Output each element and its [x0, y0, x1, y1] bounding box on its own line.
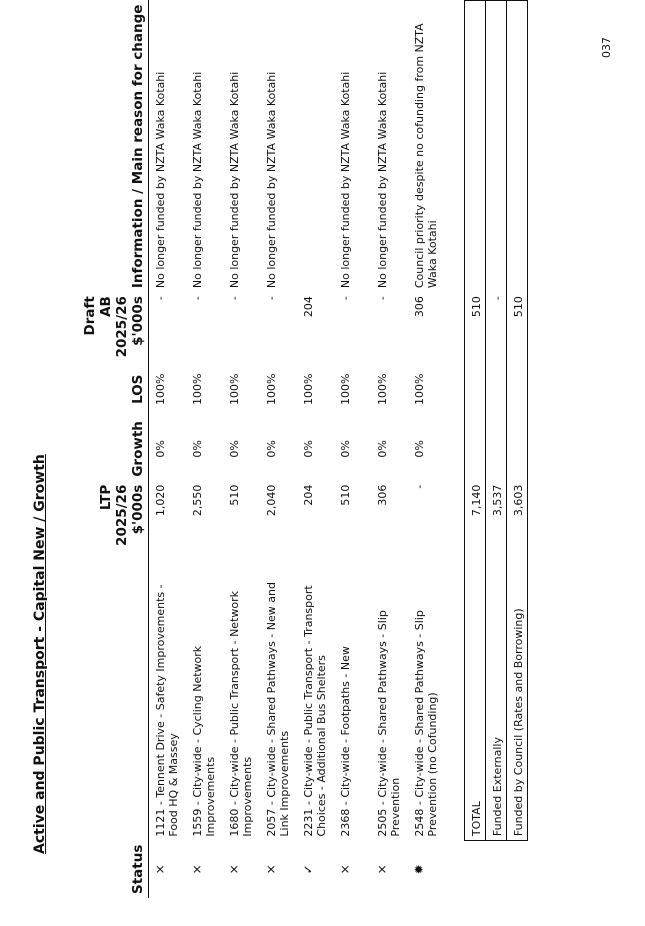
- growth-value: 0%: [228, 440, 241, 458]
- spacer-cell: [445, 564, 465, 840]
- info-text: No longer funded by NZTA Waka Kotahi: [265, 71, 278, 289]
- blank-cell: [486, 417, 507, 481]
- table-row: [371, 1, 408, 899]
- blank-cell: [486, 361, 507, 417]
- info-text: No longer funded by NZTA Waka Kotahi: [339, 71, 352, 289]
- spacer-cell: [445, 417, 465, 481]
- capital-projects-table: [82, 0, 528, 898]
- totals-row: [507, 1, 528, 899]
- los-value: 100%: [228, 373, 241, 405]
- table-row: [297, 1, 334, 899]
- totals-draft: 510: [465, 292, 486, 361]
- spacer-cell: [445, 1, 465, 293]
- ltp-value: 510: [339, 484, 352, 506]
- info-text: [297, 1, 334, 293]
- blank-cell: [465, 417, 486, 481]
- table-row: [223, 1, 260, 899]
- blank-cell: [507, 841, 528, 898]
- los-value: 100%: [154, 373, 167, 405]
- table-row: [149, 1, 187, 899]
- draft-value: -: [228, 296, 241, 301]
- page-title: Active and Public Transport - Capital New / Growth: [32, 454, 48, 854]
- project-name: 2057 - City-wide - Shared Pathways - New and Link Improvements: [265, 582, 291, 837]
- los-value: 100%: [413, 373, 426, 405]
- blank-cell: [486, 841, 507, 898]
- project-name: 2505 - City-wide - Shared Pathways - Slip Prevention: [376, 610, 402, 837]
- ltp-value: 510: [228, 484, 241, 506]
- project-name: 1559 - City-wide - Cycling Network Improvements: [191, 645, 217, 837]
- totals-row: [486, 1, 507, 899]
- table-row: [334, 1, 371, 899]
- project-header: [82, 564, 149, 840]
- los-value: 100%: [302, 373, 315, 405]
- blank-cell: [465, 841, 486, 898]
- blank-cell: [465, 1, 486, 293]
- blank-cell: [507, 361, 528, 417]
- ltp-value: 2,040: [265, 484, 278, 517]
- spacer-cell: [445, 361, 465, 417]
- los-value: 100%: [376, 373, 389, 405]
- info-header: Information / Main reason for change: [82, 1, 149, 293]
- check-icon: ✓: [301, 864, 315, 875]
- growth-value: 0%: [376, 440, 389, 458]
- cross-icon: ×: [153, 864, 167, 875]
- los-value: 100%: [191, 373, 204, 405]
- draft-value: -: [339, 296, 352, 301]
- totals-draft: -: [486, 292, 507, 361]
- ltp-value: 1,020: [154, 484, 167, 517]
- info-text: Council priority despite no cofunding from NZTA Waka Kotahi: [413, 23, 439, 289]
- totals-ltp: 3,603: [507, 481, 528, 565]
- table-row: [186, 1, 223, 899]
- draft-value: -: [191, 296, 204, 301]
- info-text: No longer funded by NZTA Waka Kotahi: [154, 71, 167, 289]
- totals-label: TOTAL: [465, 564, 486, 840]
- growth-value: 0%: [339, 440, 352, 458]
- draft-value: -: [376, 296, 389, 301]
- spacer-cell: [445, 841, 465, 898]
- totals-label: Funded by Council (Rates and Borrowing): [507, 564, 528, 840]
- cross-icon: ×: [338, 864, 352, 875]
- table-row: [260, 1, 297, 899]
- draft-value: 204: [302, 296, 315, 318]
- totals-ltp: 3,537: [486, 481, 507, 565]
- growth-value: 0%: [191, 440, 204, 458]
- totals-spacer: [445, 1, 465, 899]
- ltp-header: LTP 2025/26 $'000s: [82, 481, 149, 565]
- page-number: 037: [600, 37, 613, 58]
- cross-icon: ×: [264, 864, 278, 875]
- totals-row: [465, 1, 486, 899]
- blank-cell: [486, 1, 507, 293]
- star-icon: ✹: [412, 864, 426, 875]
- table-header-row: [82, 1, 149, 899]
- cross-icon: ×: [227, 864, 241, 875]
- growth-value: 0%: [413, 440, 426, 458]
- draft-header: Draft AB 2025/26 $'000s: [82, 292, 149, 361]
- project-name: 2231 - City-wide - Public Transport - Transport Choices - Additional Bus Shelters: [302, 585, 328, 837]
- project-name: 1680 - City-wide - Public Transport - Network Improvements: [228, 590, 254, 837]
- cross-icon: ×: [190, 864, 204, 875]
- growth-value: 0%: [302, 440, 315, 458]
- project-name: 1121 - Tennent Drive - Safety Improvements - Food HQ & Massey: [154, 584, 180, 837]
- info-text: No longer funded by NZTA Waka Kotahi: [228, 71, 241, 289]
- ltp-value: -: [413, 484, 426, 489]
- los-header: LOS: [82, 361, 149, 417]
- table-row: [408, 1, 445, 899]
- project-name: 2548 - City-wide - Shared Pathways - Slip Prevention (no Cofunding): [413, 610, 439, 837]
- totals-draft: 510: [507, 292, 528, 361]
- draft-value: -: [265, 296, 278, 301]
- totals-ltp: 7,140: [465, 481, 486, 565]
- ltp-value: 204: [302, 484, 315, 506]
- cross-icon: ×: [375, 864, 389, 875]
- los-value: 100%: [339, 373, 352, 405]
- spacer-cell: [445, 292, 465, 361]
- blank-cell: [507, 1, 528, 293]
- totals-label: Funded Externally: [486, 564, 507, 840]
- blank-cell: [507, 417, 528, 481]
- draft-value: -: [154, 296, 167, 301]
- info-text: No longer funded by NZTA Waka Kotahi: [191, 71, 204, 289]
- project-name: 2368 - City-wide - Footpaths - New: [339, 646, 352, 837]
- info-text: No longer funded by NZTA Waka Kotahi: [376, 71, 389, 289]
- growth-value: 0%: [154, 440, 167, 458]
- blank-cell: [465, 361, 486, 417]
- draft-value: 306: [413, 296, 426, 318]
- growth-value: 0%: [265, 440, 278, 458]
- status-header: Status: [82, 841, 149, 898]
- ltp-value: 2,550: [191, 484, 204, 517]
- growth-header: Growth: [82, 417, 149, 481]
- spacer-cell: [445, 481, 465, 565]
- ltp-value: 306: [376, 484, 389, 506]
- los-value: 100%: [265, 373, 278, 405]
